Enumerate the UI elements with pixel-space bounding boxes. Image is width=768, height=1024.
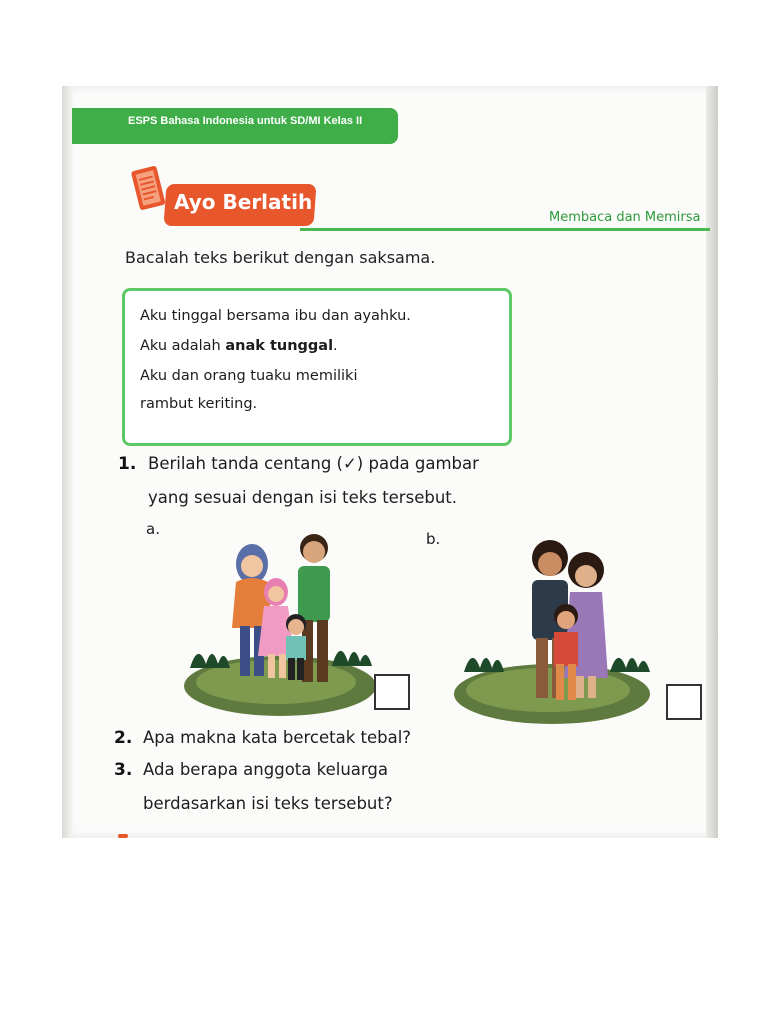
question-3-number: 3. — [114, 760, 133, 780]
option-b-label: b. — [426, 530, 441, 548]
reading-line-3: Aku dan orang tuaku memiliki — [140, 368, 358, 384]
question-1-number: 1. — [118, 454, 137, 474]
option-a-label: a. — [146, 520, 160, 538]
page-marker — [118, 834, 128, 838]
reading-line-2-prefix: Aku adalah — [140, 338, 226, 354]
bold-word: anak tunggal — [225, 338, 334, 354]
question-2-line-1: Apa makna kata bercetak tebal? — [143, 728, 412, 747]
checkbox-option-b[interactable] — [666, 684, 702, 720]
question-1-line-1: Berilah tanda centang (✓) pada gambar — [148, 454, 479, 473]
question-3-line-2: berdasarkan isi teks tersebut? — [143, 794, 393, 813]
page-binding-shadow — [62, 86, 72, 838]
activity-title: Ayo Berlatih — [174, 190, 313, 214]
reading-line-2-suffix: . — [333, 338, 338, 354]
question-1-line-2: yang sesuai dengan isi teks tersebut. — [148, 488, 457, 507]
reading-line-2 — [140, 338, 338, 354]
reading-line-1: Aku tinggal bersama ibu dan ayahku. — [140, 308, 411, 324]
instruction-text: Bacalah teks berikut dengan saksama. — [125, 248, 436, 267]
section-divider — [300, 228, 710, 231]
page-right-edge — [706, 86, 718, 838]
question-3-line-1: Ada berapa anggota keluarga — [143, 760, 388, 779]
section-label: Membaca dan Memirsa — [549, 210, 701, 225]
family-illustration-a — [180, 526, 380, 718]
family-illustration-b — [452, 536, 664, 726]
question-2-number: 2. — [114, 728, 133, 748]
notepad-icon — [130, 160, 166, 214]
checkbox-option-a[interactable] — [374, 674, 410, 710]
reading-line-4: rambut keriting. — [140, 396, 258, 412]
book-title: ESPS Bahasa Indonesia untuk SD/MI Kelas II — [128, 115, 363, 127]
